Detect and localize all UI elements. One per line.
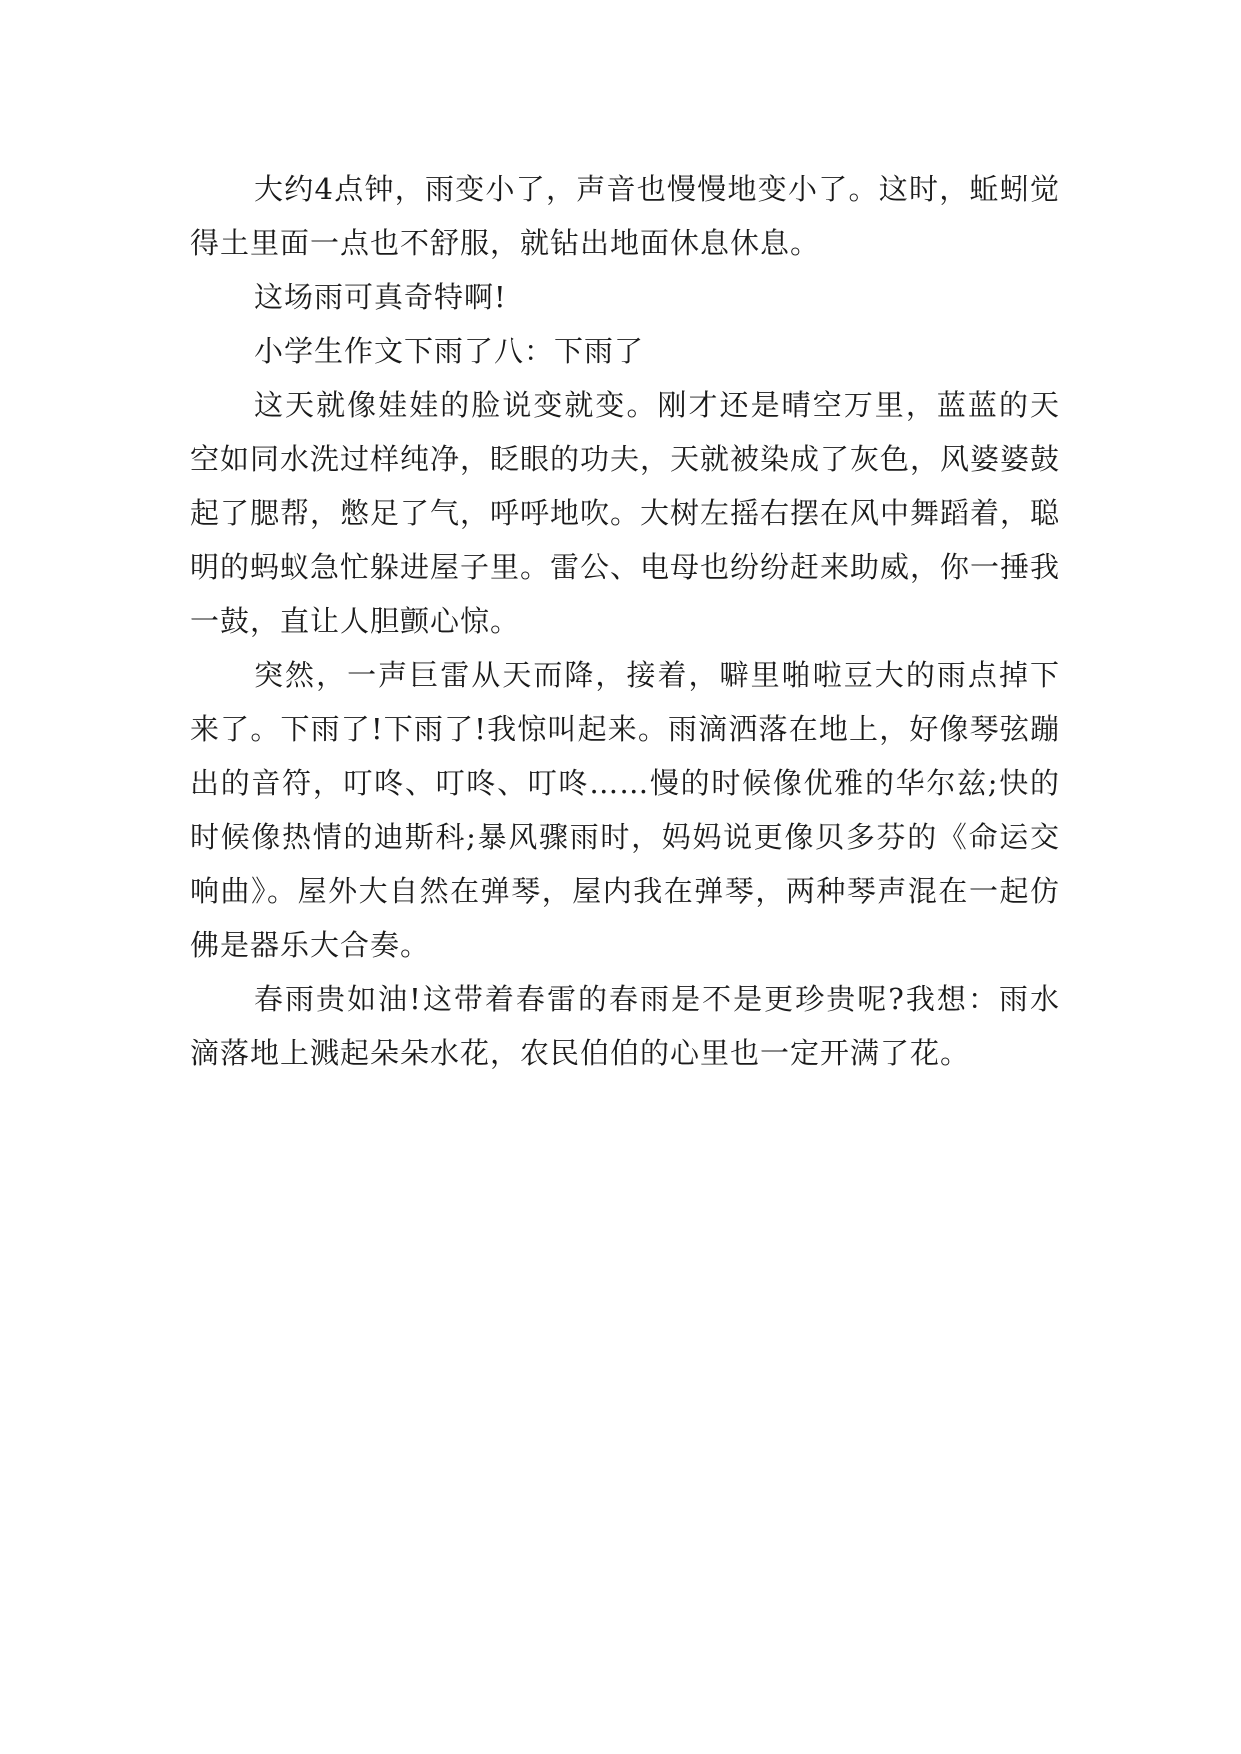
paragraph-rain-slows: 大约4点钟，雨变小了，声音也慢慢地变小了。这时，蚯蚓觉得土里面一点也不舒服，就钻出地面休息休息。 [190, 172, 1060, 260]
paragraph-spring-rain: 春雨贵如油!这带着春雷的春雨是不是更珍贵呢?我想：雨水滴落地上溅起朵朵水花，农民伯伯的心里也一定开满了花。 [190, 982, 1060, 1070]
section-heading: 小学生作文下雨了八：下雨了 [254, 334, 645, 368]
paragraph-strange-rain: 这场雨可真奇特啊! [254, 280, 507, 314]
document-body [190, 162, 1060, 1080]
paragraph-weather-changes: 这天就像娃娃的脸说变就变。刚才还是晴空万里，蓝蓝的天空如同水洗过样纯净，眨眼的功夫，天就被染成了灰色，风婆婆鼓起了腮帮，憋足了气，呼呼地吹。大树左摇右摆在风中舞蹈着，聪明的蚂蚁急忙躲进屋子里。雷公、电母也纷纷赶来助威，你一捶我一鼓，直让人胆颤心惊。 [190, 388, 1061, 638]
paragraph-thunder-rain: 突然，一声巨雷从天而降，接着，噼里啪啦豆大的雨点掉下来了。下雨了!下雨了!我惊叫起来。雨滴洒落在地上，好像琴弦蹦出的音符，叮咚、叮咚、叮咚……慢的时候像优雅的华尔兹;快的时候像热情的迪斯科;暴风骤雨时，妈妈说更像贝多芬的《命运交响曲》。屋外大自然在弹琴，屋内我在弹琴，两种琴声混在一起仿佛是器乐大合奏。 [190, 658, 1060, 962]
